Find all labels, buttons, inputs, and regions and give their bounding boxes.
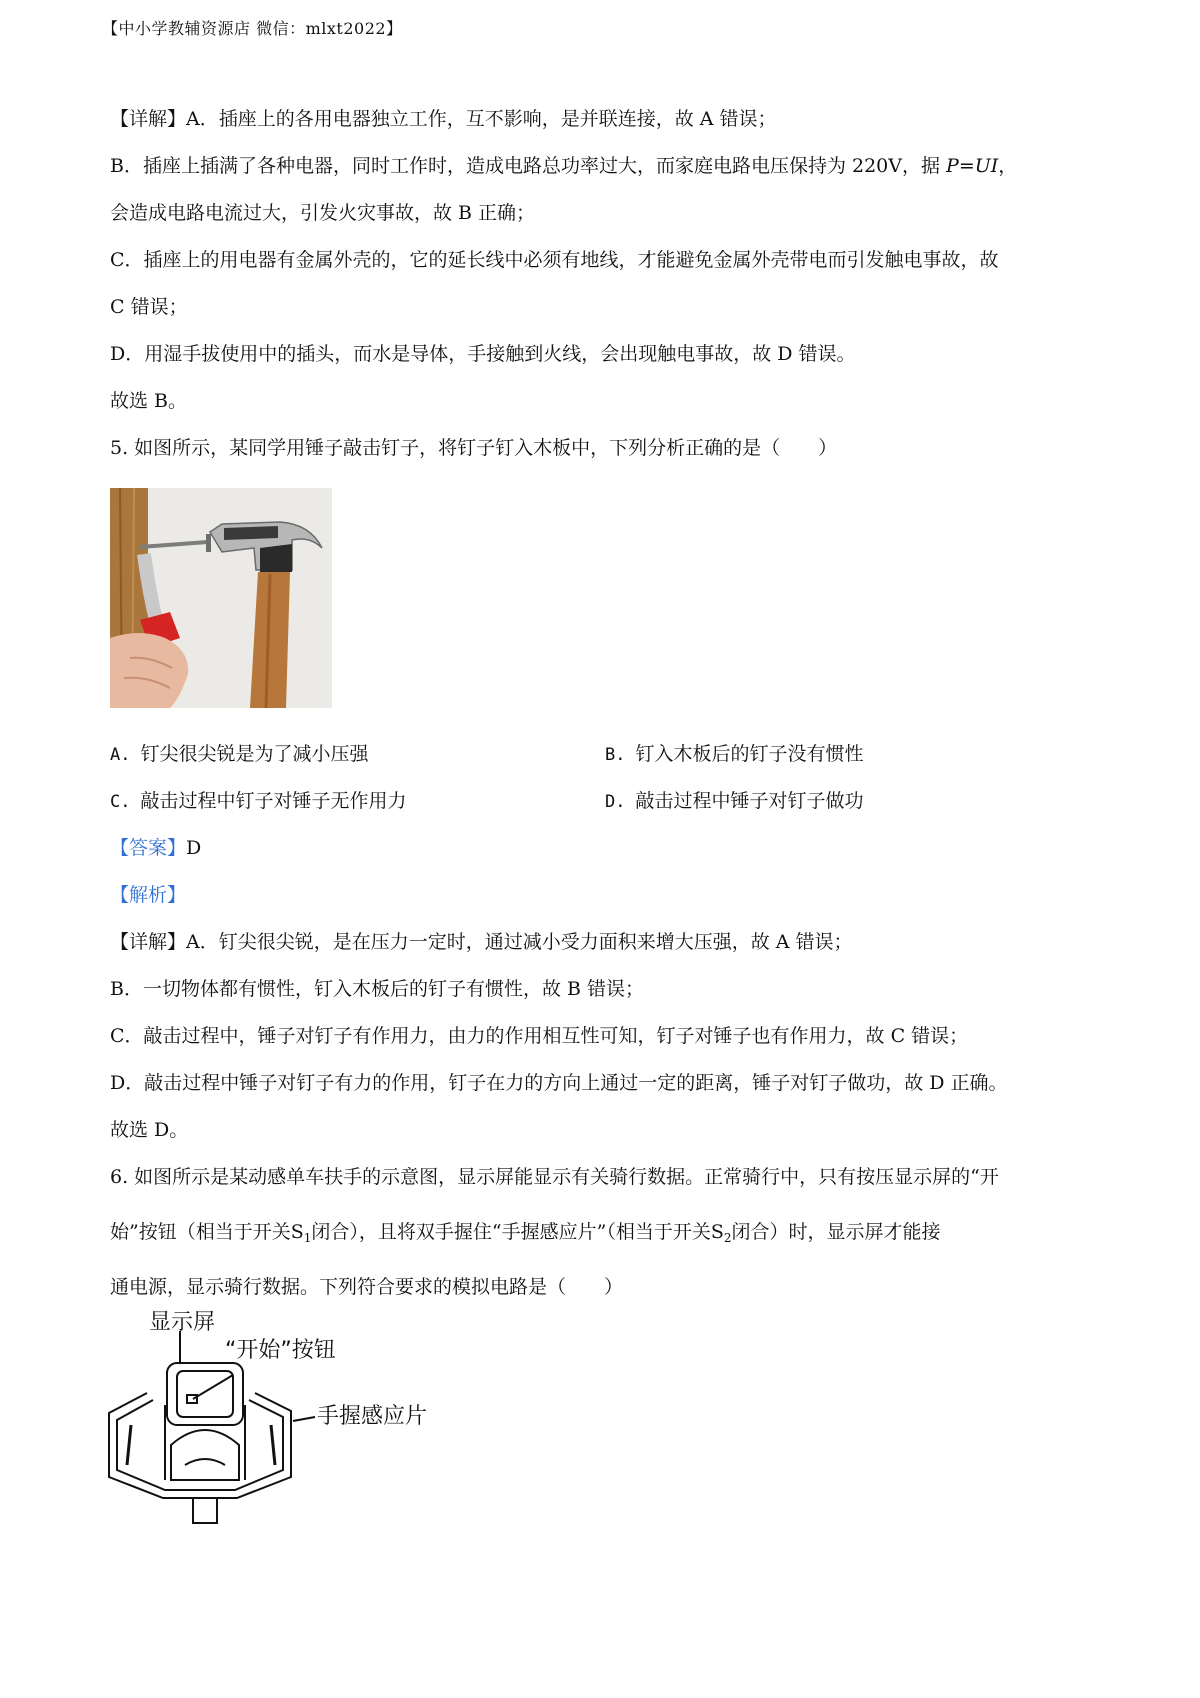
option-text: 钉入木板后的钉子没有惯性	[635, 743, 864, 765]
q5-stem: 5. 如图所示，某同学用锤子敲击钉子，将钉子钉入木板中，下列分析正确的是（ ）	[110, 437, 838, 459]
switch-s1-symbol: S	[290, 1221, 304, 1243]
q4-detail-line-1: 【详解】A．插座上的各用电器独立工作，互不影响，是并联连接，故 A 错误；	[110, 108, 777, 130]
bike-handlebar-diagram	[105, 1305, 435, 1525]
q5-detail-line-2: B．一切物体都有惯性，钉入木板后的钉子有惯性，故 B 错误；	[110, 978, 645, 1000]
option-text: 敲击过程中钉子对锤子无作用力	[140, 790, 407, 812]
q5-detail-line-3: C．敲击过程中，锤子对钉子有作用力，由力的作用相互性可知，钉子对锤子也有作用力，故 C 错误；	[110, 1025, 969, 1047]
label-display-screen: 显示屏	[149, 1310, 216, 1335]
label-start-button: “开始”按钮	[225, 1338, 336, 1363]
q5-detail-line-1: 【详解】A．钉尖很尖锐，是在压力一定时，通过减小受力面积来增大压强，故 A 错误；	[110, 931, 853, 953]
switch-s1-subscript: 1	[303, 1231, 312, 1245]
q4-conclusion: 故选 B。	[110, 390, 188, 412]
option-letter: A.	[110, 745, 131, 765]
q4-detail-line-5: C 错误；	[110, 296, 188, 318]
q4-detail-line-6: D．用湿手拔使用中的插头，而水是导体，手接触到火线，会出现触电事故，故 D 错误。	[110, 343, 856, 365]
hammer-nail-photo	[110, 488, 332, 708]
q6-stem-line-1: 6. 如图所示是某动感单车扶手的示意图，显示屏能显示有关骑行数据。正常骑行中，只有按压显示屏的“开	[110, 1166, 999, 1188]
q5-answer	[110, 836, 1110, 860]
q4-detail-line-3: 会造成电路电流过大，引发火灾事故，故 B 正确；	[110, 202, 536, 224]
answer-value: D	[186, 837, 202, 859]
option-text: 敲击过程中锤子对钉子做功	[635, 790, 864, 812]
switch-s2	[711, 1221, 732, 1243]
formula-p-ui: P=UI	[946, 155, 999, 177]
option-letter: C.	[110, 792, 131, 812]
option-text: 钉尖很尖锐是为了减小压强	[140, 743, 369, 765]
switch-s2-symbol: S	[710, 1221, 724, 1243]
q5-option-b	[605, 742, 864, 767]
q5-option-d	[605, 789, 864, 814]
q5-option-c	[110, 789, 407, 814]
switch-s1	[291, 1221, 312, 1243]
q4-detail-line-2-text: B．插座上插满了各种电器，同时工作时，造成电路总功率过大，而家庭电路电压保持为 220V，据	[110, 155, 947, 177]
q6-stem-text-a: 始”按钮（相当于开关	[110, 1221, 291, 1243]
q4-detail-line-2-end: ，	[998, 155, 1018, 177]
q5-analysis-label: 【解析】	[110, 884, 187, 906]
q6-stem-line-3: 通电源，显示骑行数据。下列符合要求的模拟电路是（ ）	[110, 1276, 624, 1298]
switch-s2-subscript: 2	[723, 1231, 732, 1245]
q5-conclusion: 故选 D。	[110, 1119, 189, 1141]
q4-detail-line-2	[110, 154, 1110, 178]
q6-stem-text-c: 闭合）时，显示屏才能接	[731, 1221, 941, 1243]
q6-stem-text-b: 闭合），且将双手握住“手握感应片”（相当于开关	[311, 1221, 711, 1243]
q5-detail-line-4: D．敲击过程中锤子对钉子有力的作用，钉子在力的方向上通过一定的距离，锤子对钉子做功，故 D 正确。	[110, 1072, 1008, 1094]
hammer-nail-illustration	[110, 488, 332, 708]
q6-stem-line-2	[110, 1220, 1110, 1250]
option-letter: B.	[605, 745, 626, 765]
answer-label: 【答案】	[110, 837, 187, 859]
page-header: 【中小学教辅资源店 微信：mlxt2022】	[102, 19, 403, 38]
option-letter: D.	[605, 792, 626, 812]
q4-detail-line-4: C．插座上的用电器有金属外壳的，它的延长线中必须有地线，才能避免金属外壳带电而引发触电事故，故	[110, 249, 999, 271]
q5-option-a	[110, 742, 369, 767]
label-hand-sensor: 手握感应片	[317, 1404, 428, 1429]
